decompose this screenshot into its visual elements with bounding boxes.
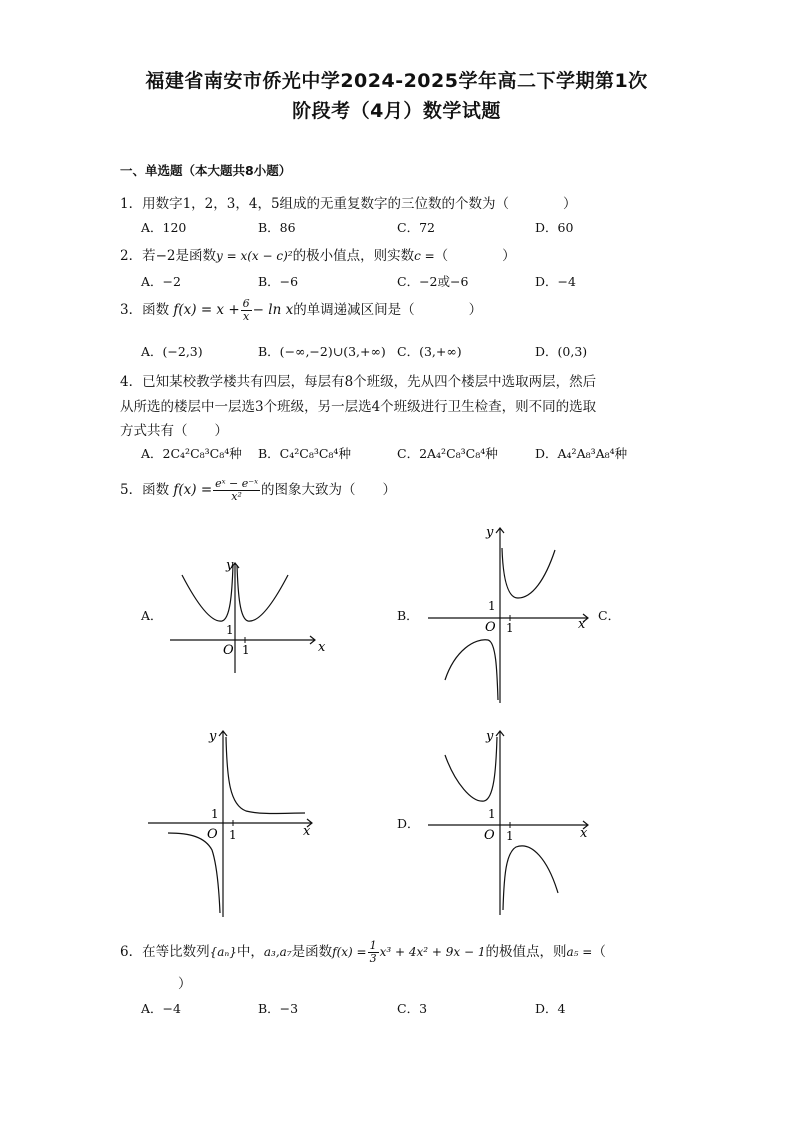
q4-option-a: A．2C₄²C₈³C₈⁴种: [141, 446, 242, 461]
q5-option-d-label: D．: [397, 816, 420, 831]
q5-graph-c: [140, 725, 320, 920]
one-label-x: 1: [242, 643, 250, 657]
q6-seq: {aₙ}: [209, 945, 237, 959]
page-title-line2: 阶段考（4月）数学试题: [292, 100, 501, 122]
y-label: y: [486, 729, 494, 744]
question-6-stem: [120, 940, 606, 965]
q5-graph-a: [160, 555, 330, 675]
question-4-line3: 方式共有（ ）: [120, 423, 228, 439]
q3-option-b: B．(−∞,−2)∪(3,+∞): [258, 344, 386, 359]
one-label-y: 1: [488, 807, 496, 821]
q2-var: c =: [414, 249, 435, 263]
q2-stem-end: （ ）: [434, 248, 516, 264]
q5-graph-d: [420, 725, 595, 920]
q6-option-d: D．4: [535, 1001, 566, 1016]
y-label: y: [226, 558, 234, 573]
q3-formula-left: f(x) = x +: [173, 302, 240, 318]
q3-fraction: [241, 298, 252, 323]
q5-option-a-label: A．: [141, 608, 163, 623]
question-4-line1: 4．已知某校教学楼共有四层，每层有8个班级，先从四个楼层中选取两层，然后: [120, 374, 597, 390]
q1-option-a: A．120: [141, 220, 187, 235]
q6-stem-end: （: [592, 944, 606, 960]
q4-option-b: B．C₄²C₈³C₈⁴种: [258, 446, 351, 461]
q2-formula: y = x(x − c)²: [216, 249, 293, 263]
x-label: x: [580, 826, 588, 841]
x-label: x: [578, 617, 586, 632]
curve-left: [445, 737, 497, 801]
q6-stem-pre: 6．在等比数列: [120, 944, 210, 960]
q6-stem-mid2: 是函数: [291, 944, 333, 960]
section-heading: 一、单选题（本大题共8小题）: [120, 163, 292, 178]
q2-option-d: D．−4: [535, 274, 576, 289]
curve-right: [503, 846, 558, 910]
q1-option-d: D．60: [535, 220, 574, 235]
curve-right: [502, 548, 555, 598]
q6-fraction: [368, 940, 379, 965]
q6-frac-den: 3: [369, 952, 377, 965]
q4-option-d: D．A₄²A₈³A₈⁴种: [535, 446, 628, 461]
q5-stem-pre: 5．函数: [120, 482, 170, 498]
question-5-stem: [120, 478, 396, 503]
one-label-x: 1: [506, 829, 514, 843]
one-label-y: 1: [226, 623, 234, 637]
q3-frac-den: x: [243, 310, 250, 323]
origin-label: O: [223, 643, 234, 658]
x-label: x: [318, 640, 326, 655]
q5-stem-post: 的图象大致为（ ）: [261, 482, 396, 498]
one-label-x: 1: [229, 828, 237, 842]
q5-formula-left: f(x) =: [173, 482, 213, 498]
q6-frac-num: 1: [369, 939, 377, 952]
q3-option-d: D．(0,3): [535, 344, 588, 359]
q6-formula-left: f(x) =: [332, 945, 367, 959]
q1-option-c: C．72: [397, 220, 435, 235]
page-title-line1: 福建省南安市侨光中学2024-2025学年高二下学期第1次: [145, 70, 648, 92]
q3-frac-num: 6: [242, 297, 250, 310]
q5-option-b-label: B．: [397, 608, 419, 623]
q2-stem-pre: 2．若−2是函数: [120, 248, 216, 264]
one-label-y: 1: [211, 807, 219, 821]
origin-label: O: [484, 828, 495, 843]
q5-frac-den: x²: [231, 490, 242, 503]
q3-option-c: C．(3,+∞): [397, 344, 462, 359]
q3-stem-post: 的单调递减区间是（ ）: [293, 302, 483, 318]
curve-right: [237, 565, 288, 621]
q1-option-b: B．86: [258, 220, 296, 235]
curve-right: [226, 737, 305, 814]
curve-left: [168, 833, 220, 913]
q6-stem-post: 的极值点，则: [485, 944, 567, 960]
q4-option-c: C．2A₄²C₈³C₈⁴种: [397, 446, 498, 461]
q5-fraction: [213, 478, 260, 503]
one-label-y: 1: [488, 599, 496, 613]
y-label: y: [209, 729, 217, 744]
q6-terms: a₃,a₇: [263, 945, 292, 959]
one-label-x: 1: [506, 621, 514, 635]
question-3-stem: [120, 298, 482, 323]
q5-option-c-label: C．: [598, 608, 621, 623]
origin-label: O: [485, 620, 496, 635]
q6-formula-right: x³ + 4x² + 9x − 1: [379, 945, 486, 959]
question-6-line2: ）: [178, 976, 192, 992]
q3-option-a: A．(−2,3): [141, 344, 203, 359]
q6-option-a: A．−4: [141, 1001, 181, 1016]
q2-option-a: A．−2: [141, 274, 181, 289]
q5-graph-b: [420, 520, 595, 705]
q5-frac-num: eˣ − e⁻ˣ: [215, 477, 258, 490]
question-1-stem: 1．用数字1，2，3，4，5组成的无重复数字的三位数的个数为（ ）: [120, 196, 577, 212]
q6-stem-mid: 中，: [236, 944, 264, 960]
q3-stem-pre: 3．函数: [120, 302, 170, 318]
q2-option-b: B．−6: [258, 274, 299, 289]
q6-option-b: B．−3: [258, 1001, 299, 1016]
question-4-line2: 从所选的楼层中一层选3个班级，另一层选4个班级进行卫生检查，则不同的选取: [120, 399, 597, 415]
q3-formula-right: − ln x: [252, 302, 294, 318]
q2-stem-post: 的极小值点，则实数: [292, 248, 415, 264]
x-label: x: [303, 824, 311, 839]
q6-target: a₅ =: [566, 945, 593, 959]
curve-left: [182, 565, 233, 621]
curve-left: [445, 640, 498, 700]
origin-label: O: [207, 827, 218, 842]
y-label: y: [486, 525, 494, 540]
q2-option-c: C．−2或−6: [397, 274, 469, 289]
question-2-stem: [120, 244, 516, 264]
q6-option-c: C．3: [397, 1001, 428, 1016]
